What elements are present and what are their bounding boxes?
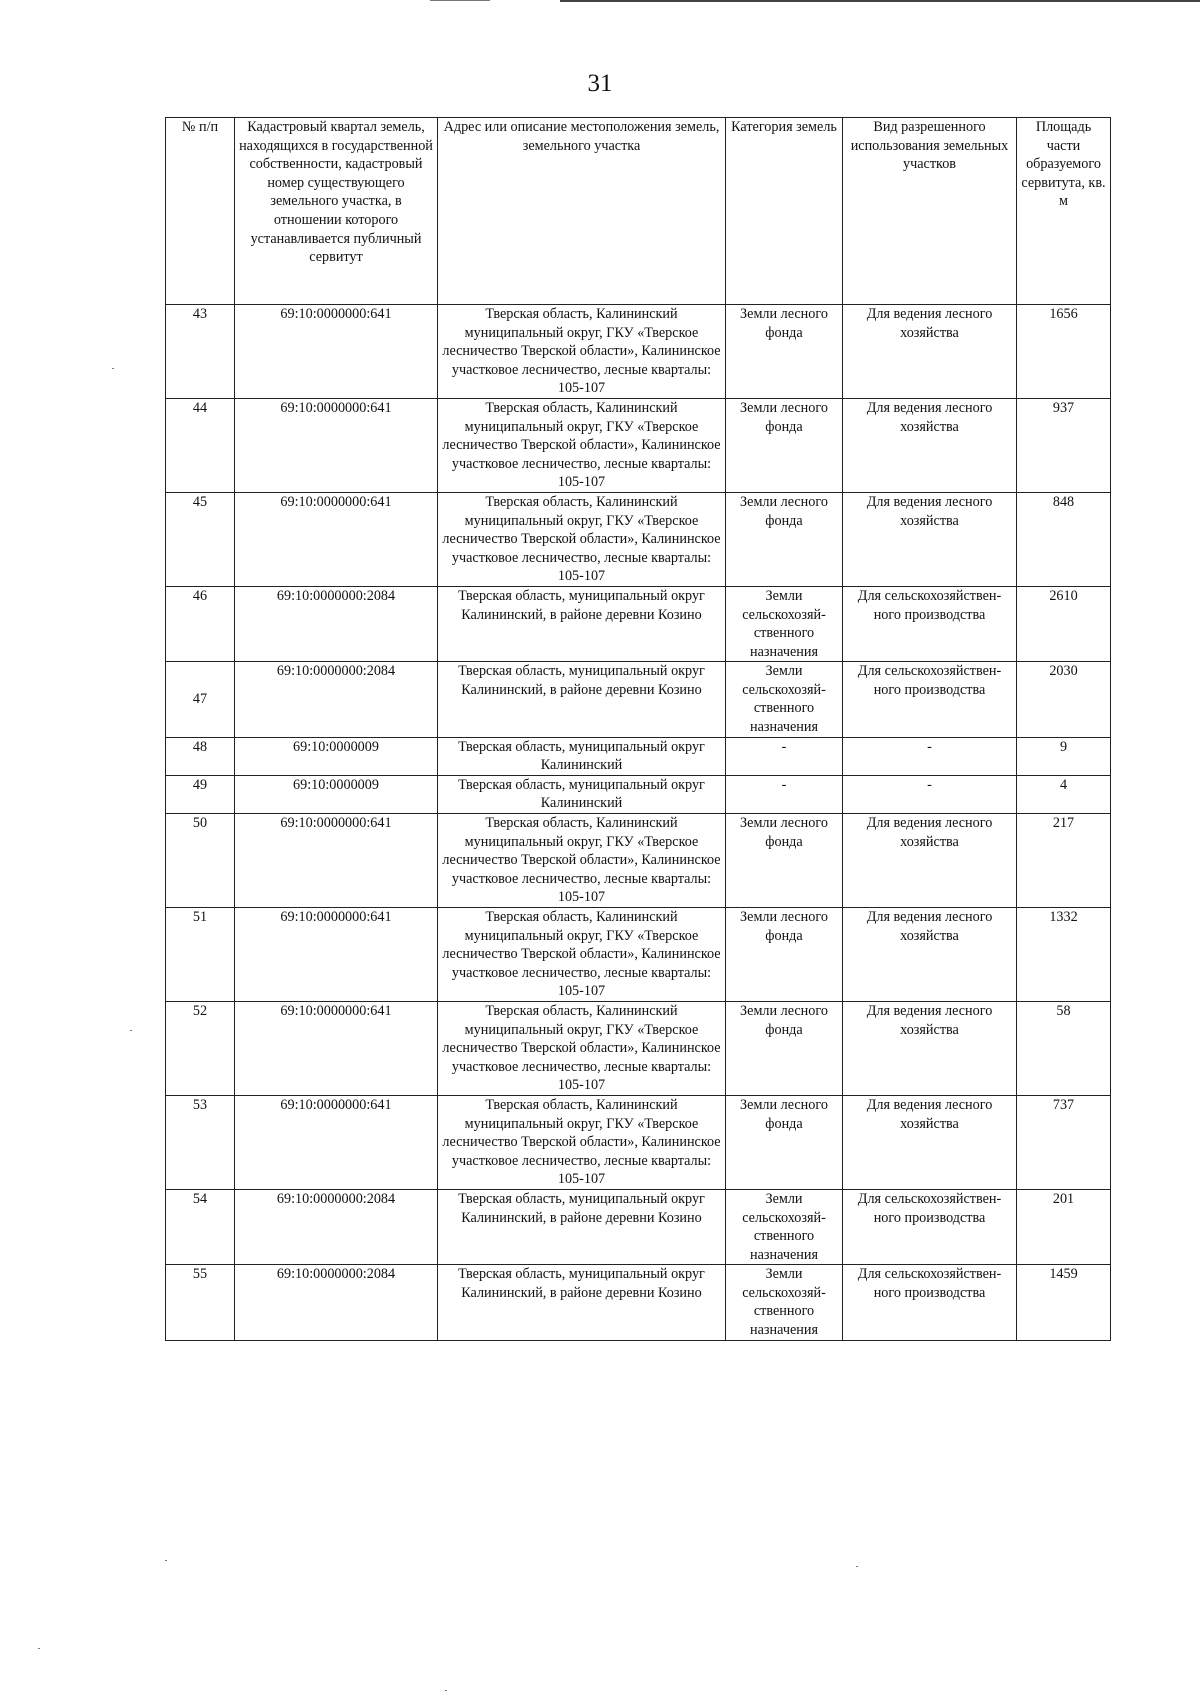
cell-use: Для ведения лесного хозяйства: [843, 908, 1017, 1002]
cell-address: Тверская область, Калининский муниципальный округ, ГКУ «Тверское лесничество Тверской области», Калининское участковое лесничество, лесные кварталы: 105-107: [438, 305, 726, 399]
table-row: [166, 1095, 1111, 1189]
cell-number: 44: [166, 398, 235, 492]
cell-use: Для сельскохозяйствен-ного производства: [843, 1265, 1017, 1340]
table-row: [166, 492, 1111, 586]
cell-area: 1656: [1017, 305, 1111, 399]
table-row: [166, 814, 1111, 908]
cell-cadastral: 69:10:0000000:641: [235, 398, 438, 492]
cell-use: Для ведения лесного хозяйства: [843, 1001, 1017, 1095]
cell-area: 58: [1017, 1001, 1111, 1095]
cell-number: 55: [166, 1265, 235, 1340]
cell-number: 43: [166, 305, 235, 399]
cell-category: -: [726, 737, 843, 775]
cell-area: 9: [1017, 737, 1111, 775]
cell-use: Для ведения лесного хозяйства: [843, 398, 1017, 492]
table-row: [166, 1189, 1111, 1264]
cell-category: Земли сельскохозяй-ственного назначения: [726, 1189, 843, 1264]
cell-number: 49: [166, 775, 235, 813]
cell-area: 1459: [1017, 1265, 1111, 1340]
cell-cadastral: 69:10:0000000:641: [235, 814, 438, 908]
cell-cadastral: 69:10:0000000:2084: [235, 1265, 438, 1340]
cell-number: 54: [166, 1189, 235, 1264]
cell-address: Тверская область, Калининский муниципальный округ, ГКУ «Тверское лесничество Тверской области», Калининское участковое лесничество, лесные кварталы: 105-107: [438, 398, 726, 492]
cell-number: 51: [166, 908, 235, 1002]
header-area: Площадь части образуемого сервитута, кв. м: [1017, 118, 1111, 305]
header-number: № п/п: [166, 118, 235, 305]
cell-use: -: [843, 737, 1017, 775]
cell-address: Тверская область, Калининский муниципальный округ, ГКУ «Тверское лесничество Тверской области», Калининское участковое лесничество, лесные кварталы: 105-107: [438, 814, 726, 908]
cell-area: 1332: [1017, 908, 1111, 1002]
cell-use: Для ведения лесного хозяйства: [843, 492, 1017, 586]
cell-cadastral: 69:10:0000000:2084: [235, 586, 438, 661]
cell-category: Земли сельскохозяй-ственного назначения: [726, 586, 843, 661]
scan-top-rule: [560, 0, 1200, 2]
cell-area: 201: [1017, 1189, 1111, 1264]
table-header-row: [166, 118, 1111, 305]
header-address: Адрес или описание местоположения земель, земельного участка: [438, 118, 726, 305]
cell-number: 52: [166, 1001, 235, 1095]
cell-category: Земли лесного фонда: [726, 1095, 843, 1189]
cell-cadastral: 69:10:0000000:641: [235, 492, 438, 586]
cell-category: Земли сельскохозяй-ственного назначения: [726, 662, 843, 737]
cell-use: -: [843, 775, 1017, 813]
cell-use: Для сельскохозяйствен-ного производства: [843, 586, 1017, 661]
table-row: [166, 662, 1111, 737]
scan-speck: [165, 1560, 167, 1561]
cell-category: Земли лесного фонда: [726, 398, 843, 492]
table-row: [166, 908, 1111, 1002]
cell-area: 848: [1017, 492, 1111, 586]
cell-category: -: [726, 775, 843, 813]
scan-speck: [38, 1648, 40, 1649]
cell-use: Для ведения лесного хозяйства: [843, 814, 1017, 908]
cell-cadastral: 69:10:0000000:641: [235, 908, 438, 1002]
cell-use: Для ведения лесного хозяйства: [843, 305, 1017, 399]
cell-use: Для ведения лесного хозяйства: [843, 1095, 1017, 1189]
cell-number: 47: [166, 662, 235, 737]
cell-address: Тверская область, Калининский муниципальный округ, ГКУ «Тверское лесничество Тверской области», Калининское участковое лесничество, лесные кварталы: 105-107: [438, 1001, 726, 1095]
cell-number: 48: [166, 737, 235, 775]
cell-area: 937: [1017, 398, 1111, 492]
cell-cadastral: 69:10:0000000:641: [235, 1001, 438, 1095]
scan-speck: [445, 1690, 447, 1691]
cell-address: Тверская область, Калининский муниципальный округ, ГКУ «Тверское лесничество Тверской области», Калининское участковое лесничество, лесные кварталы: 105-107: [438, 492, 726, 586]
cell-category: Земли сельскохозяй-ственного назначения: [726, 1265, 843, 1340]
cell-address: Тверская область, муниципальный округ Калининский: [438, 775, 726, 813]
header-category: Категория земель: [726, 118, 843, 305]
table-row: [166, 775, 1111, 813]
table-row: [166, 305, 1111, 399]
cell-address: Тверская область, муниципальный округ Калининский, в районе деревни Козино: [438, 1265, 726, 1340]
cell-category: Земли лесного фонда: [726, 908, 843, 1002]
table-row: [166, 586, 1111, 661]
cell-area: 217: [1017, 814, 1111, 908]
table-row: [166, 1265, 1111, 1340]
cell-category: Земли лесного фонда: [726, 1001, 843, 1095]
cell-address: Тверская область, муниципальный округ Калининский, в районе деревни Козино: [438, 662, 726, 737]
scan-top-rule: [430, 0, 490, 1]
header-use: Вид разрешенного использования земельных участков: [843, 118, 1017, 305]
cell-area: 737: [1017, 1095, 1111, 1189]
cell-use: Для сельскохозяйствен-ного производства: [843, 1189, 1017, 1264]
scan-speck: [130, 1030, 132, 1031]
cell-category: Земли лесного фонда: [726, 305, 843, 399]
page-number: 31: [587, 70, 613, 97]
cell-number: 53: [166, 1095, 235, 1189]
cell-number: 46: [166, 586, 235, 661]
cell-cadastral: 69:10:0000000:2084: [235, 1189, 438, 1264]
header-cadastral: Кадастровый квартал земель, находящихся в государственной собственности, кадастровый номер существующего земельного участка, в отношении которого устанавливается публичный сервитут: [235, 118, 438, 305]
cell-number: 45: [166, 492, 235, 586]
cell-use: Для сельскохозяйствен-ного производства: [843, 662, 1017, 737]
cell-address: Тверская область, Калининский муниципальный округ, ГКУ «Тверское лесничество Тверской области», Калининское участковое лесничество, лесные кварталы: 105-107: [438, 1095, 726, 1189]
table-row: [166, 398, 1111, 492]
table-row: [166, 1001, 1111, 1095]
scan-speck: [112, 368, 114, 369]
cell-area: 2030: [1017, 662, 1111, 737]
cell-number: 50: [166, 814, 235, 908]
cell-cadastral: 69:10:0000000:641: [235, 1095, 438, 1189]
cell-category: Земли лесного фонда: [726, 492, 843, 586]
scan-speck: [856, 1566, 858, 1567]
servitude-table: [165, 117, 1111, 1341]
cell-address: Тверская область, муниципальный округ Калининский, в районе деревни Козино: [438, 586, 726, 661]
cell-cadastral: 69:10:0000009: [235, 737, 438, 775]
cell-cadastral: 69:10:0000009: [235, 775, 438, 813]
cell-cadastral: 69:10:0000000:641: [235, 305, 438, 399]
cell-cadastral: 69:10:0000000:2084: [235, 662, 438, 737]
cell-address: Тверская область, муниципальный округ Калининский: [438, 737, 726, 775]
cell-category: Земли лесного фонда: [726, 814, 843, 908]
cell-area: 4: [1017, 775, 1111, 813]
cell-address: Тверская область, муниципальный округ Калининский, в районе деревни Козино: [438, 1189, 726, 1264]
cell-area: 2610: [1017, 586, 1111, 661]
cell-address: Тверская область, Калининский муниципальный округ, ГКУ «Тверское лесничество Тверской области», Калининское участковое лесничество, лесные кварталы: 105-107: [438, 908, 726, 1002]
table-row: [166, 737, 1111, 775]
